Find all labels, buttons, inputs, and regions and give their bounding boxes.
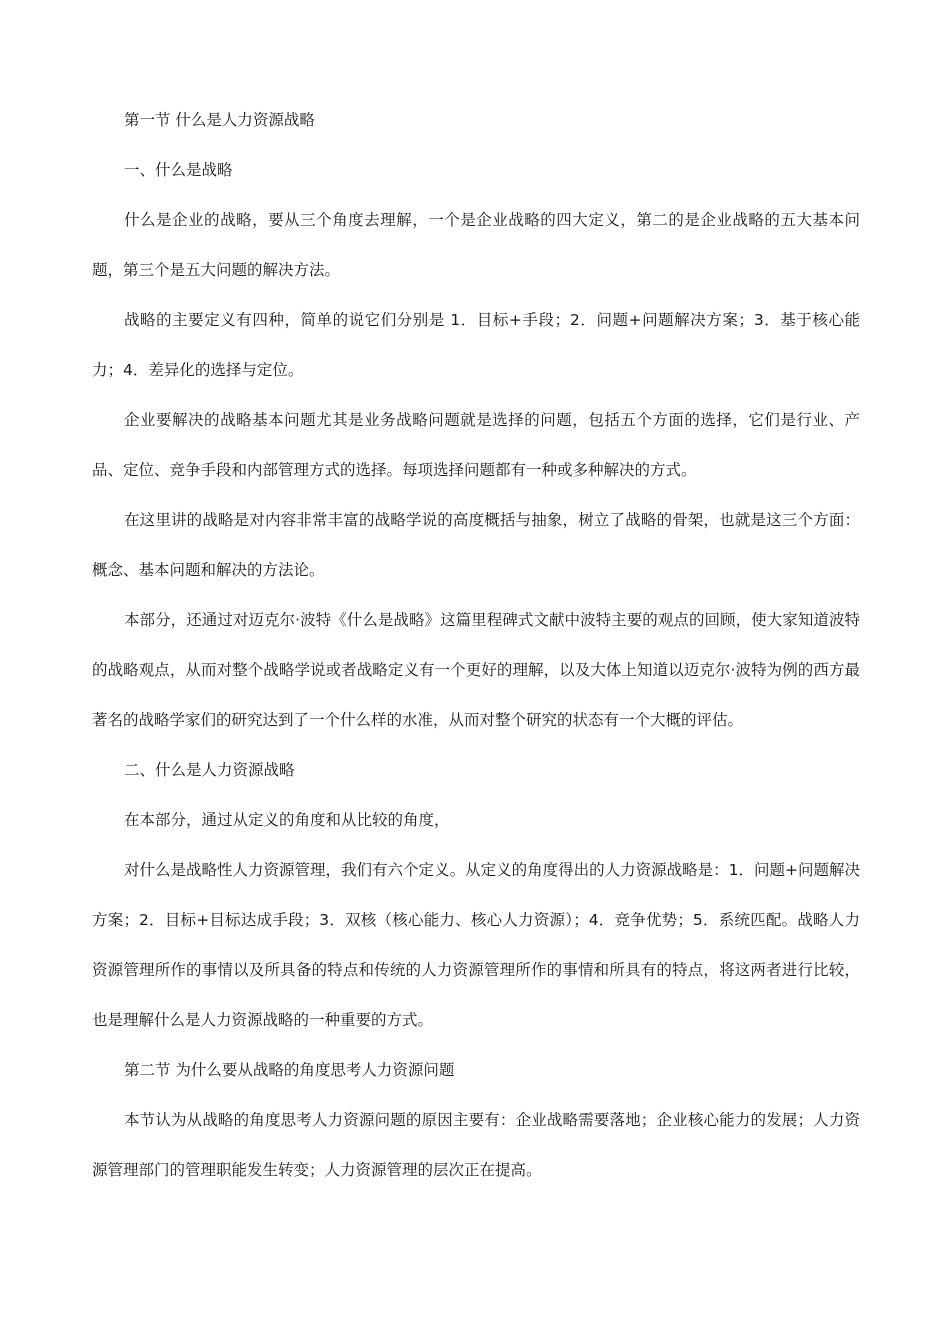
- section-heading-2: 第二节 为什么要从战略的角度思考人力资源问题: [124, 1061, 455, 1079]
- body-paragraph: 什么是企业的战略，要从三个角度去理解，一个是企业战略的四大定义，第二的是企业战略的五大基本问题，第三个是五大问题的解决方法。: [92, 211, 860, 279]
- document-body: [92, 95, 860, 1195]
- body-paragraph: 企业要解决的战略基本问题尤其是业务战略问题就是选择的问题，包括五个方面的选择，它们是行业、产品、定位、竞争手段和内部管理方式的选择。每项选择问题都有一种或多种解决的方式。: [92, 411, 860, 479]
- body-paragraph: 在本部分，通过从定义的角度和从比较的角度，: [124, 811, 450, 829]
- body-paragraph: 本部分，还通过对迈克尔·波特《什么是战略》这篇里程碑式文献中波特主要的观点的回顾，使大家知道波特的战略观点，从而对整个战略学说或者战略定义有一个更好的理解，以及大体上知道以迈克尔·波特为例的西方最著名的战略学家们的研究达到了一个什么样的水准，从而对整个研究的状态有一个大概的评估。: [92, 611, 860, 729]
- body-paragraph: 战略的主要定义有四种，简单的说它们分别是 1．目标+手段；2．问题+问题解决方案；3．基于核心能力；4．差异化的选择与定位。: [92, 311, 860, 379]
- body-paragraph: 在这里讲的战略是对内容非常丰富的战略学说的高度概括与抽象，树立了战略的骨架，也就是这三个方面：概念、基本问题和解决的方法论。: [92, 511, 860, 579]
- subheading-hr-strategy: 二、什么是人力资源战略: [124, 761, 295, 779]
- body-paragraph: 对什么是战略性人力资源管理，我们有六个定义。从定义的角度得出的人力资源战略是：1．问题+问题解决方案；2．目标+目标达成手段；3．双核（核心能力、核心人力资源）；4．竞争优势；5．系统匹配。战略人力资源管理所作的事情以及所具备的特点和传统的人力资源管理所作的事情和所具有的特点，将这两者进行比较，也是理解什么是人力资源战略的一种重要的方式。: [92, 861, 860, 1029]
- subheading-what-is-strategy: 一、什么是战略: [124, 161, 233, 179]
- section-heading-1: 第一节 什么是人力资源战略: [124, 111, 315, 129]
- body-paragraph: 本节认为从战略的角度思考人力资源问题的原因主要有：企业战略需要落地；企业核心能力的发展；人力资源管理部门的管理职能发生转变；人力资源管理的层次正在提高。: [92, 1111, 860, 1179]
